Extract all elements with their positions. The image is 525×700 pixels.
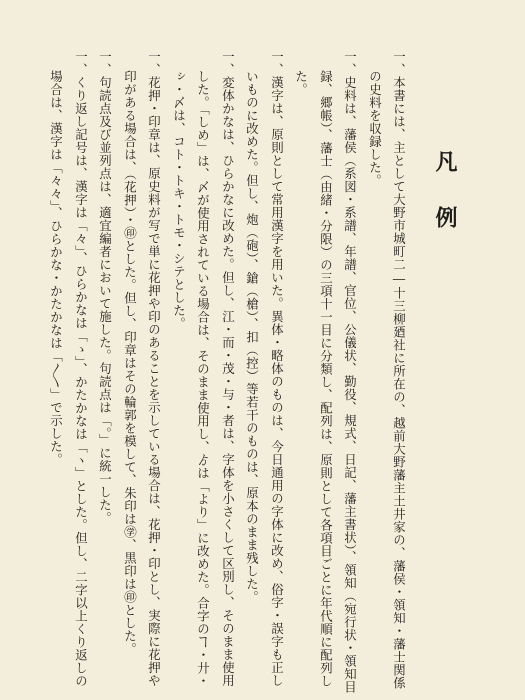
text-column: 場合は、漢字は「々々」、ひらかな・かたかなは「〳〵」で示した。 [48, 70, 64, 467]
text-column: した。「しめ」は、〆が使用されている場合は、そのまま使用し、ゟは「より」に改めた。合字のヿ・廾・ [195, 70, 211, 688]
text-column: いものに改めた。但し、炮（砲）、鎗（槍）、扣（控）等若干のものは、原本のまま残した。 [244, 70, 260, 604]
text-column: 一、くり返し記号は、漢字は「々」、ひらかなは「ゝ」、かたかなは「ヽ」とした。但し、二字以上くり返しの [73, 50, 89, 688]
text-column: の史料を収録した。 [367, 70, 383, 187]
text-column: 一、花押・印章は、原史料が写で単に花押や印のあることを示している場合は、花押・印とし、実際に花押や [146, 50, 162, 687]
page-title-char-1: 凡 [432, 150, 458, 172]
text-column: ㇱ・〆は、コト・トキ・トモ・シテとした。 [171, 70, 187, 330]
text-column: 印がある場合は、（花押）・㊞とした。但し、印章はその輪郭を模して、朱印は㊫、黒印は㊞とした。 [122, 70, 138, 656]
text-column: 一、変体かなは、ひらかなに改めた。但し、江・而・茂・与・者は、字体を小さくして区別し、そのまま使用 [220, 50, 236, 687]
text-column: 一、漢字は、原則として常用漢字を用いた。異体・略体のものは、今日通用の字体に改め、俗字・誤字も正し [269, 50, 285, 687]
text-column: た。 [293, 70, 309, 96]
text-column: 一、本書には、主として大野市城町二―十三柳廼社に所在の、越前大野藩主土井家の、藩侯・領知・藩士関係 [391, 50, 407, 690]
text-column: 録、郷帳）、藩士（由緒・分限）の三項十一目に分類し、配列は、原則として各項目ごとに年代順に配列し [318, 70, 334, 688]
text-column: 一、句読点及び並列点は、適宜編者において施した。句読点は「。」に統一した。 [97, 50, 113, 525]
page-title-char-2: 例 [432, 206, 458, 228]
text-column: 一、史料は、藩侯（系図・系譜、年譜、官位、公儀状、勤役、規式、日記、藩主書状）、領知（宛行状・領知目 [342, 50, 358, 694]
